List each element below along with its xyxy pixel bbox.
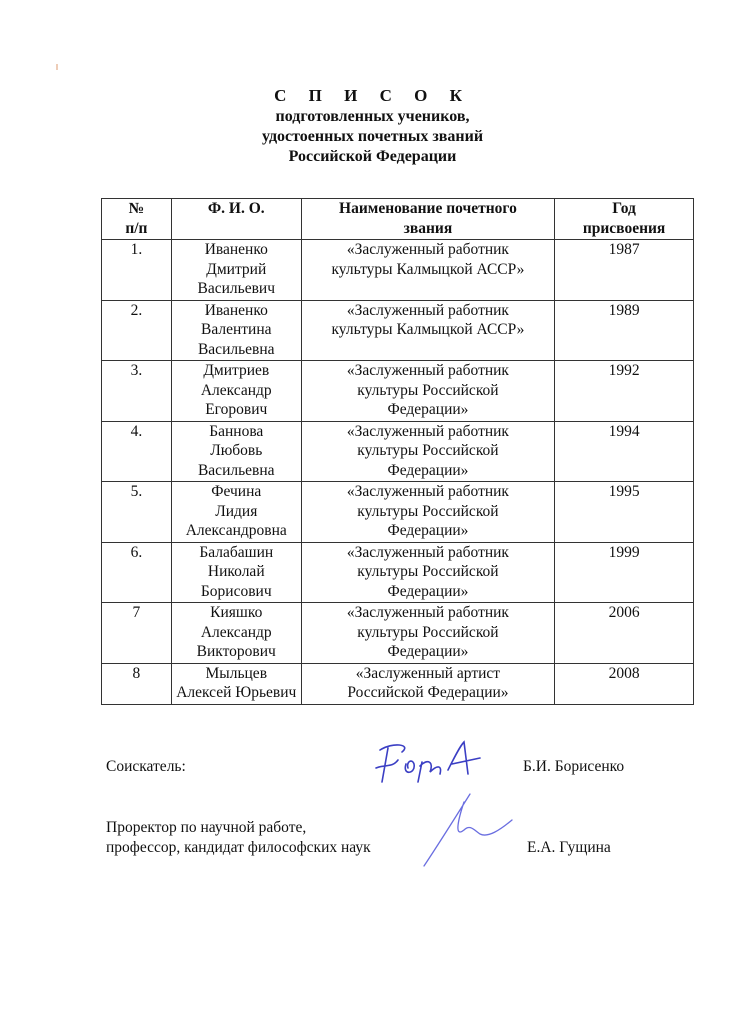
row-title: «Заслуженный работник культуры Калмыцкой АССР» bbox=[301, 300, 554, 361]
row-number: 8 bbox=[102, 663, 172, 704]
table-header-row bbox=[102, 199, 694, 240]
table-row bbox=[102, 663, 694, 704]
prorector-name: Е.А. Гущина bbox=[527, 839, 611, 856]
row-year: 1989 bbox=[555, 300, 694, 361]
header-fio: Ф. И. О. bbox=[171, 199, 301, 240]
row-title: «Заслуженный работник культуры Российской Федерации» bbox=[301, 361, 554, 422]
applicant-name: Б.И. Борисенко bbox=[523, 758, 625, 775]
row-fio: Мыльцев Алексей Юрьевич bbox=[171, 663, 301, 704]
row-title: «Заслуженный артист Российской Федерации» bbox=[301, 663, 554, 704]
row-year: 1995 bbox=[555, 482, 694, 543]
row-title: «Заслуженный работник культуры Российской Федерации» bbox=[301, 482, 554, 543]
row-number: 4. bbox=[102, 421, 172, 482]
header-year: Год присвоения bbox=[555, 199, 694, 240]
title-line-2: подготовленных учеников, bbox=[275, 108, 470, 125]
header-number: № п/п bbox=[102, 199, 172, 240]
scan-speck bbox=[56, 64, 58, 70]
prorector-signature-icon bbox=[420, 790, 520, 870]
document-title bbox=[0, 85, 745, 167]
row-fio: Дмитриев Александр Егорович bbox=[171, 361, 301, 422]
table-row bbox=[102, 361, 694, 422]
row-title: «Заслуженный работник культуры Российской Федерации» bbox=[301, 542, 554, 603]
header-title: Наименование почетного звания bbox=[301, 199, 554, 240]
applicant-signature-icon bbox=[372, 738, 492, 788]
row-title: «Заслуженный работник культуры Российской Федерации» bbox=[301, 603, 554, 664]
row-year: 1987 bbox=[555, 240, 694, 301]
table-row bbox=[102, 603, 694, 664]
title-line-3: удостоенных почетных званий bbox=[261, 128, 484, 145]
row-fio: Фечина Лидия Александровна bbox=[171, 482, 301, 543]
table-row bbox=[102, 482, 694, 543]
row-year: 1999 bbox=[555, 542, 694, 603]
row-year: 2008 bbox=[555, 663, 694, 704]
row-number: 6. bbox=[102, 542, 172, 603]
prorector-label: Проректор по научной работе, профессор, кандидат философских наук bbox=[106, 819, 371, 856]
students-table bbox=[101, 198, 694, 705]
row-year: 1994 bbox=[555, 421, 694, 482]
row-year: 1992 bbox=[555, 361, 694, 422]
table-row bbox=[102, 240, 694, 301]
row-number: 7 bbox=[102, 603, 172, 664]
applicant-label: Соискатель: bbox=[106, 758, 186, 775]
row-fio: Баннова Любовь Васильевна bbox=[171, 421, 301, 482]
row-number: 2. bbox=[102, 300, 172, 361]
row-title: «Заслуженный работник культуры Российской Федерации» bbox=[301, 421, 554, 482]
table-row bbox=[102, 421, 694, 482]
title-heading: С П И С О К bbox=[274, 86, 471, 105]
table-row bbox=[102, 542, 694, 603]
row-fio: Иваненко Дмитрий Васильевич bbox=[171, 240, 301, 301]
row-title: «Заслуженный работник культуры Калмыцкой АССР» bbox=[301, 240, 554, 301]
row-number: 1. bbox=[102, 240, 172, 301]
row-fio: Кияшко Александр Викторович bbox=[171, 603, 301, 664]
row-number: 3. bbox=[102, 361, 172, 422]
title-line-4: Российской Федерации bbox=[288, 148, 457, 165]
table-row bbox=[102, 300, 694, 361]
row-number: 5. bbox=[102, 482, 172, 543]
row-fio: Балабашин Николай Борисович bbox=[171, 542, 301, 603]
row-year: 2006 bbox=[555, 603, 694, 664]
row-fio: Иваненко Валентина Васильевна bbox=[171, 300, 301, 361]
